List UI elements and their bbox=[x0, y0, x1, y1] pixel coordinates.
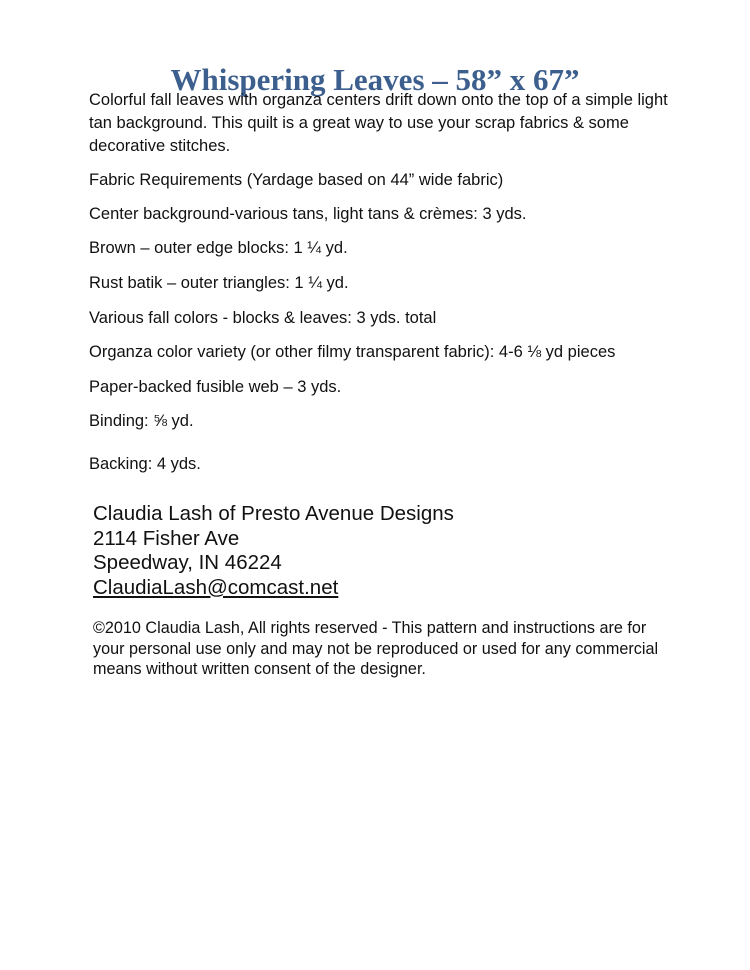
copyright-notice: ©2010 Claudia Lash, All rights reserved - This pattern and instructions are for your personal use only and may not be reproduced or used for any commercial means without written consent of the designer. bbox=[93, 619, 659, 678]
street-address: 2114 Fisher Ave bbox=[93, 526, 240, 550]
requirement-item-background: Center background-various tans, light tans & crèmes: 3 yds. bbox=[89, 205, 527, 223]
page-title: Whispering Leaves – 58” x 67” bbox=[170, 61, 580, 97]
contact-block bbox=[93, 502, 454, 600]
requirement-item-binding: Binding: ⅝ yd. bbox=[89, 412, 194, 430]
designer-name: Claudia Lash of Presto Avenue Designs bbox=[93, 502, 454, 525]
requirement-item-backing: Backing: 4 yds. bbox=[89, 455, 201, 473]
fabric-requirements-heading: Fabric Requirements (Yardage based on 44” wide fabric) bbox=[89, 171, 504, 189]
requirement-item-fall-colors: Various fall colors - blocks & leaves: 3 yds. total bbox=[89, 309, 437, 327]
intro-paragraph: Colorful fall leaves with organza centers drift down onto the top of a simple light tan background. This quilt is a great way to use your scrap fabrics & some decorative stitches. bbox=[89, 91, 668, 155]
requirement-item-fusible-web: Paper-backed fusible web – 3 yds. bbox=[89, 378, 342, 396]
city-state-zip: Speedway, IN 46224 bbox=[93, 551, 282, 574]
requirement-item-rust-batik: Rust batik – outer triangles: 1 ¼ yd. bbox=[89, 274, 349, 292]
requirement-item-brown: Brown – outer edge blocks: 1 ¼ yd. bbox=[89, 239, 348, 257]
requirement-item-organza: Organza color variety (or other filmy transparent fabric): 4-6 ⅛ yd pieces bbox=[89, 343, 616, 361]
email-link[interactable]: ClaudiaLash@comcast.net bbox=[93, 575, 339, 599]
